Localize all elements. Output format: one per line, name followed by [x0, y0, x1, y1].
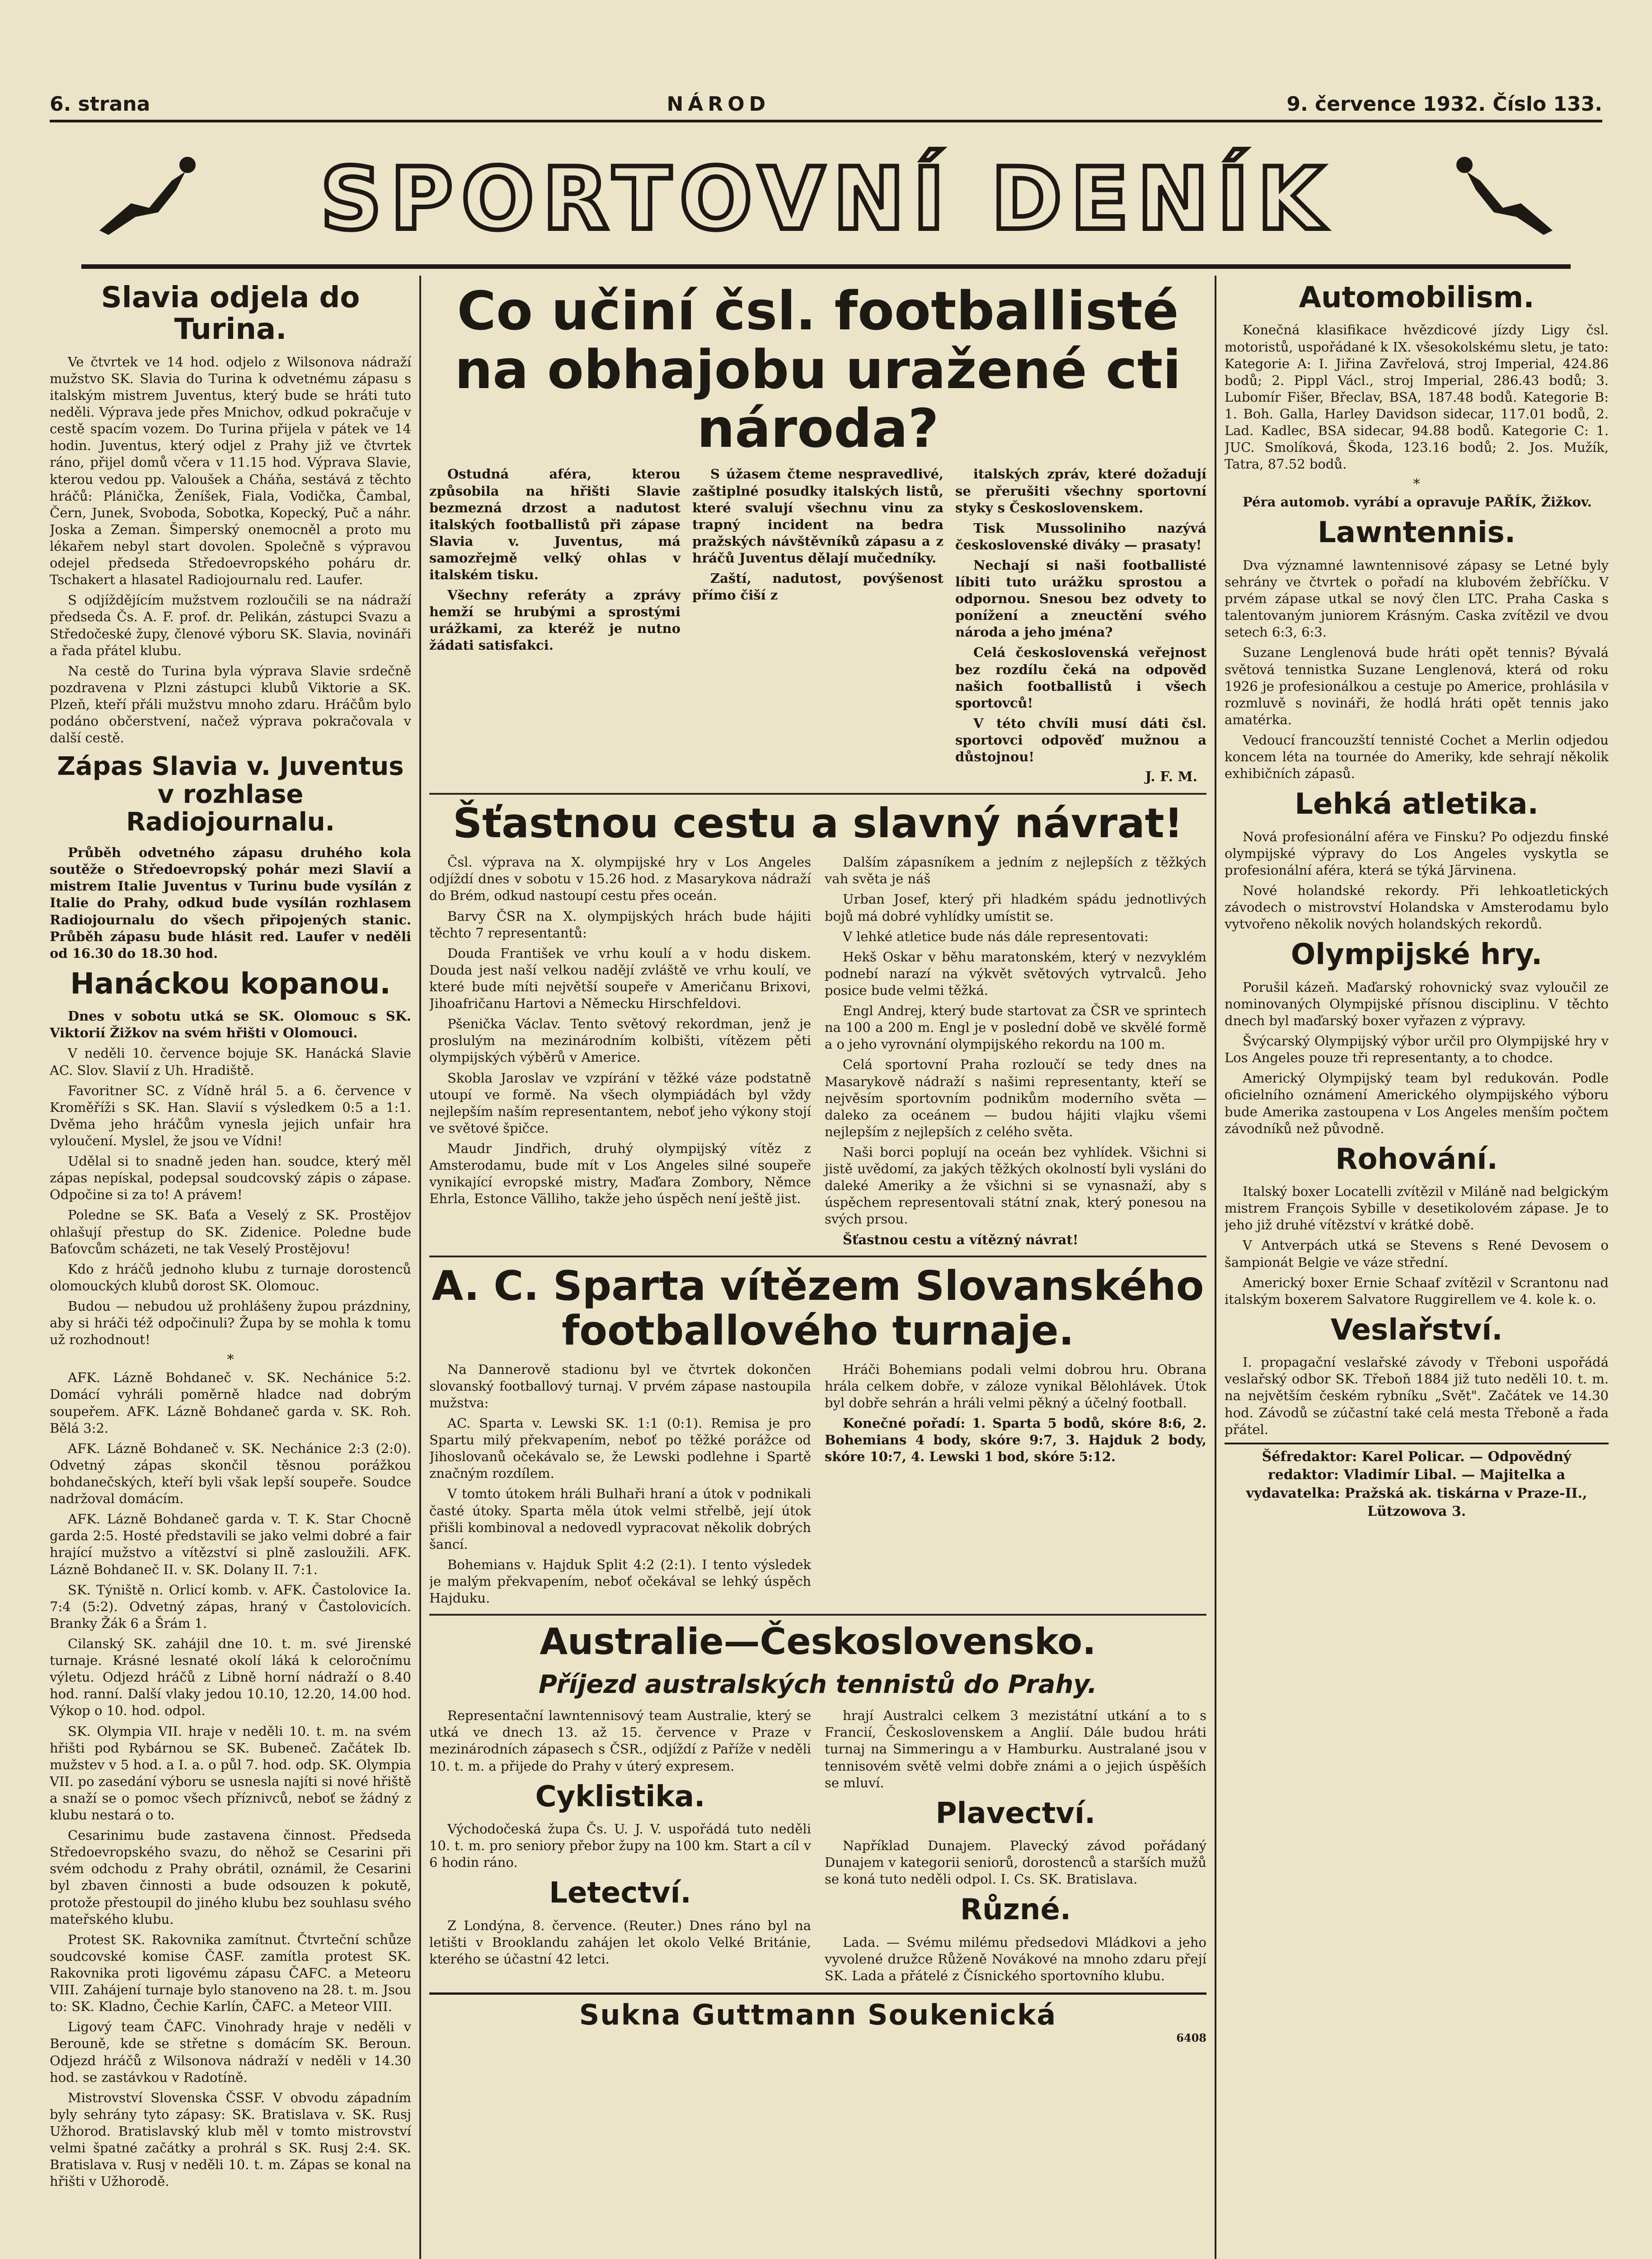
headline-lawntennis: Lawntennis.: [1317, 516, 1516, 550]
athlete-silhouette-right-icon: [1453, 140, 1571, 244]
headline-athletics: Lehká atletika.: [1295, 787, 1539, 821]
article-paragraph: S úžasem čteme nespravedlivé, zaštiplné posudky italských listů, které svalují všechnu vinu za trapný incident na bedra pražských návštěvníků zápasu a z hráčů Juventus dělají mučedníky.: [692, 466, 943, 566]
article-paragraph: V Antverpách utká se Stevens s René Devosem o šampionát Belgie ve váze střední.: [1225, 1237, 1609, 1270]
article-paragraph: Dalším zápasníkem a jedním z nejlepších z těžkých vah světa je náš: [825, 854, 1206, 887]
olympic-article-body: [429, 854, 1206, 1251]
article-paragraph: Udělal si to snadně jeden han. soudce, který měl zápas nepískal, podepsal soudcovský zápis o zápase. Odpočine si za to! A právem!: [50, 1153, 411, 1203]
main-article-body: [429, 466, 1206, 789]
article-paragraph: Všechny referáty a zprávy hemží se hrubými a sprostými urážkami, za kteréž je nutno žádati satisfakci.: [429, 587, 681, 653]
article-paragraph: Protest SK. Rakovnika zamítnut. Čtvrteční schůze soudcovské komise ČASF. zamítla protest SK. Rakovnika proti ligovému zápasu ČAFC. a Meteoru VIII. Zahájení turnaje bylo stanoveno na 28. t. m. Jsou to: SK. Kladno, Čechie Karlín, ČAFC. a Meteor VIII.: [50, 1931, 411, 2015]
article-paragraph: Nechají si naši footballisté líbiti tuto urážku sprostou a odpornou. Snesou bez odvety to ponížení a zneuctění svého národa a jeho jména?: [955, 557, 1206, 640]
article-paragraph: AFK. Lázně Bohdaneč garda v. T. K. Star Chocně garda 2:5. Hosté představili se jako velmi dobré a fair hrající mužstvo a vítězství si plně zasloužili. AFK. Lázně Bohdaneč II. v. SK. Dolany II. 7:1.: [50, 1511, 411, 1577]
separator-star: *: [1413, 476, 1420, 492]
article-paragraph: SK. Olympia VII. hraje v neděli 10. t. m. na svém hřišti pod Rybárnou se SK. Bubeneč. Začátek Ib. mužstev v 5 hod. a I. a. o půl 7. hod. odp. SK. Olympia VII. po zasedání výboru se usnesla najíti si nové hřiště a snaží se o pomoc všech příznivců, neboť se žádný z klubu nestará o to.: [50, 1723, 411, 1823]
article-paragraph: Ostudná aféra, kterou způsobila na hřišti Slavie bezmezná drzost a nadutost italských footballistů při zápase Slavia v. Juventus, má samozřejmě velký ohlas v italském tisku.: [429, 466, 681, 583]
headline-cyclistics: Cyklistika.: [535, 1780, 705, 1814]
article-paragraph: Poledne se SK. Baťa a Veselý z SK. Prostějov ohlašují přestup do SK. Zidenice. Poledne bude Baťovcům scházeti, ne tak Veselý Prostějovu!: [50, 1207, 411, 1256]
masthead-rule: [81, 264, 1571, 269]
article-paragraph: Hráči Bohemians podali velmi dobrou hru. Obrana hrála celkem dobře, v záloze vynikal Bělohlávek. Útok byl dobře sehrán a hráli velmi pěkný a účelný football.: [825, 1361, 1206, 1411]
article-paragraph: AFK. Lázně Bohdaneč v. SK. Nechánice 5:2. Domácí vyhráli poměrně hladce nad dobrým soupeřem. AFK. Lázně Bohdaneč garda v. SK. Roh. Bělá 3:2.: [50, 1370, 411, 1436]
article-paragraph: Nové holandské rekordy. Při lehkoatletických závodech o mistrovství Holandska v Amsterodamu bylo vytvořeno několik nových holandských rekordů.: [1225, 883, 1609, 932]
article-paragraph: Bohemians v. Hajduk Split 4:2 (2:1). I tento výsledek je malým překvapením, neboť očekával se lehký úspěch Hajduku.: [429, 1556, 811, 1606]
article-paragraph: V neděli 10. července bojuje SK. Hanácká Slavie AC. Slov. Slavií z Uh. Hradiště.: [50, 1045, 411, 1078]
article-paragraph: S odjíždějícím mužstvem rozloučili se na nádraží předseda Čs. A. F. prof. dr. Pelikán, zástupci Svazu a Středočeské župy, členové výboru SK. Slavia, novináři a řada přátel klubu.: [50, 592, 411, 658]
advertisement-guttmann: Sukna Guttmann Soukenická: [429, 1992, 1206, 2031]
article-paragraph: Celá sportovní Praha rozloučí se tedy dnes na Masarykově nádraží s našimi representanty, kteří se nejvěsím sportovním podnikům moderního světa — daleko za oceánem — budou hájiti vlajku všemi nejlepším z nejlepších z celého světa.: [825, 1057, 1206, 1139]
article-paragraph: Průběh odvetného zápasu druhého kola soutěže o Středoevropský pohár mezi Slavií a mistrem Italie Juventus v Turinu bude vysílán z Italie do Prahy, odkud bude vysílán rozhlasem Radiojournalu do všech připojených stanic. Průběh zápasu bude hlásit red. Laufer v neděli od 16.30 do 18.30 hod.: [50, 845, 411, 961]
article-paragraph: Barvy ČSR na X. olympijských hrách bude hájiti těchto 7 representantů:: [429, 908, 811, 941]
article-paragraph: Švýcarský Olympijský výbor určil pro Olympijské hry v Los Angeles pouze tři representanty, a to chodce.: [1225, 1033, 1609, 1066]
article-paragraph: V této chvíli musí dáti čsl. sportovci odpověď mužnou a důstojnou!: [955, 715, 1206, 765]
editorial-info: Šéfredaktor: Karel Policar. — Odpovědný redaktor: Vladimír Libal. — Majitelka a vydavatelka: Pražská ak. tiskárna v Praze-II., Lützowova 3.: [1225, 1443, 1609, 1521]
article-paragraph: Zaští, nadutost, povýšenost přímo čiší z: [692, 571, 943, 603]
headline-olympic-games: Olympijské hry.: [1291, 938, 1543, 972]
section-rule: [429, 1256, 1206, 1257]
page-header: [50, 88, 1602, 122]
article-paragraph: Na Dannerově stadionu byl ve čtvrtek dokončen slovanský footballový turnaj. V prvém zápase nastoupila mužstva:: [429, 1361, 811, 1411]
middle-column: [429, 276, 1206, 2259]
headline-olympic-send-off: Šťastnou cestu a slavný návrat!: [453, 800, 1183, 848]
subheadline-australia: Příjezd australských tennistů do Prahy.: [539, 1670, 1097, 1700]
article-paragraph: V lehké atletice bude nás dále representovati:: [843, 928, 1149, 944]
article-paragraph: Cilanský SK. zahájil dne 10. t. m. své Jirenské turnaje. Krásné lesnaté okolí láká k celoročnímu výletu. Odjezd hráčů z Libně horní nádraží o 8.40 hod. ranní. Další vlaky jedou 10.10, 12.20, 14.00 hod. Výkop o 10. hod. odpol.: [50, 1636, 411, 1719]
article-paragraph: Dnes v sobotu utká se SK. Olomouc s SK. Viktorií Žižkov na svém hřišti v Olomouci.: [50, 1008, 411, 1041]
sparta-article-body: [429, 1361, 1206, 1611]
article-paragraph: Budou — nebudou už prohlášeny župou prázdniny, aby si hráči též odpočinuli? Župa by se mohla k tomu už rozhodnout!: [50, 1298, 411, 1348]
article-paragraph: Maudr Jindřich, druhý olympijský vítěz z Amsterodamu, bude mít v Los Angeles silné soupeře vynikající evropské mistry, Maďara Zombory, Němce Ehrla, Estonce Välliho, takže jeho úspěch není ještě jist.: [429, 1141, 811, 1207]
headline-australia: Australie—Československo.: [540, 1621, 1096, 1663]
headline-boxing: Rohování.: [1335, 1142, 1498, 1176]
article-paragraph: Například Dunajem. Plavecký závod pořádaný Dunajem v kategorii seniorů, dorostenců a starších mužů se koná tuto neděli odpol. I. Cs. SK. Bratislava.: [825, 1838, 1206, 1887]
article-paragraph: Skobla Jaroslav ve vzpírání v těžké váze podstatně utoupí ve formě. Na všech olympiádách byl vždy nejlepším naším representantem, neboť jeho výkony stojí ve světové špičce.: [429, 1070, 811, 1136]
headline-swimming: Plavectví.: [935, 1796, 1096, 1830]
article-paragraph: Ve čtvrtek ve 14 hod. odjelo z Wilsonova nádraží mužstvo SK. Slavia do Turina k odvetnému zápasu s italským mistrem Juventus, který bude se hráti tuto neděli. Výprava jede přes Mnichov, odkud pokračuje v cestě spacím vozem. Do Turina přijela v pátek ve 14 hodin. Juventus, který odjel z Prahy již ve čtvrtek ráno, přijel domů včera v 11.15 hod. Výprava Slavie, kterou vedou pp. Valoušek a Cháňa, sestává z těchto hráčů: Plánička, Ženíšek, Fiala, Vodička, Čambal, Čern, Junek, Svoboda, Sobotka, Kopecký, Puč a náhr. Joska a Zeman. Šimperský onemocněl a proto mu lékařem nebyl start dovolen. Společně s výpravou odejel předseda Středoevropského poháru dr. Tschakert a hlasatel Radiojournalu red. Laufer.: [50, 354, 411, 588]
newspaper-name: NÁROD: [666, 92, 770, 116]
article-paragraph: Čsl. výprava na X. olympijské hry v Los Angeles odjíždí dnes v sobotu v 15.26 hod. z Masarykova nádraží do Brém, odkud nastoupí cestu přes oceán.: [429, 854, 811, 904]
issue-date: 9. července 1932. Číslo 133.: [1286, 92, 1602, 116]
article-paragraph: Konečná klasifikace hvězdicové jízdy Ligy čsl. motoristů, uspořádané k IX. všesokolskému sletu, je tato: Kategorie A: I. Jiřina Zavřelová, stroj Imperial, 424.86 bodů; 2. Pippl Václ., stroj Imperial, 286.43 bodů; 3. Lubomír Fišer, Břeclav, BSA, 187.48 bodů. Kategorie B: 1. Boh. Galla, Harley Davidson sidecar, 117.01 bodů, 2. Lad. Kadlec, BSA sidecar, 94.88 bodů. Kategorie C: 1. JUC. Smolíková, Škoda, 123.16 bodů; 2. Jos. Mužík, Tatra, 87.52 bodů.: [1225, 322, 1609, 472]
article-paragraph: Favoritner SC. z Vídně hrál 5. a 6. července v Kroměříži s SK. Han. Slavií s výsledkem 0:5 a 1:1. Dvěma jeho hráčům vynesla jejich unfair hra vyloučení. Myslel, že jsou ve Vídni!: [50, 1083, 411, 1148]
article-paragraph: Engl Andrej, který bude startovat za ČSR ve sprintech na 100 a 200 m. Engl je v poslední době ve skvělé formě a o jeho vyrovnání olympijského rekordu na 100 m.: [825, 1003, 1206, 1052]
article-paragraph: Porušil kázeň. Maďarský rohovnický svaz vyloučil ze nominovaných Olympijské přísnou disciplinu. V těchto dnech byl maďarský boxer vyřazen z výpravy.: [1225, 979, 1609, 1028]
headline-main: Co učiní čsl. footballisté na obhajobu uražené cti národa?: [455, 280, 1181, 459]
article-paragraph: AFK. Lázně Bohdaneč v. SK. Nechánice 2:3 (2:0). Odvetný zápas skončil těsnou porážkou bohdanečských, kteří byli však lepší soupeře. Soudce nadržoval domácím.: [50, 1440, 411, 1507]
article-paragraph: italských zpráv, které dožadují se přerušiti všechny sportovní styky s Československem.: [955, 466, 1206, 516]
headline-automobilism: Automobilism.: [1299, 281, 1535, 314]
article-paragraph: Cesarinimu bude zastavena činnost. Předseda Středoevropského svazu, do něhož se Cesarini při svém odchodu z Prahy obrátil, oznámil, že Cesarini byl zbaven činnosti a bude odsouzen k pokutě, protože přestoupil do jiného klubu bez souhlasu svého mateřského klubu.: [50, 1828, 411, 1927]
article-paragraph: Douda František ve vrhu koulí a v hodu diskem. Douda jest naší velkou nadějí zvláště ve vrhu koulí, ve které bude míti největší soupeře v Američanu Brixovi, Jihoafričanu Hartovi a Německu Hirschfeldovi.: [429, 945, 811, 1012]
left-column: [50, 276, 411, 2259]
article-paragraph: Dva významné lawntennisové zápasy se Letné byly sehrány ve čtvrtek o pořadí na klubovém žebříčku. V prvém zápase utkal se nový člen LTC. Praha Caska s talentovaným juniorem Krásným. Caska zvítězil ve dvou setech 6:3, 6:3.: [1225, 557, 1609, 640]
article-paragraph: I. propagační veslařské závody v Třeboni uspořádá veslařský odbor SK. Třeboň 1884 již tuto neděli 10. t. m. na největším českém rybníku „Svět". Začátek ve 14.30 hod. Závodů se zúčastní také celá mesta Třeboně a řada přátel.: [1225, 1354, 1609, 1437]
article-paragraph: Naši borci poplují na oceán bez vyhlídek. Všichni si jistě uvědomí, za jakých těžkých okolností byli vysláni do daleké Ameriky a že všichni si se vynasnaží, aby s úspěchem representovali státní znak, který ponesou na svých prsou.: [825, 1144, 1206, 1227]
australia-article-body: [429, 1707, 1206, 1988]
article-paragraph: Lada. — Svému milému předsedovi Mládkovi a jeho vyvolené družce Růženě Novákové na mnoho zdaru přejí SK. Lada a přátelé z Čísnického sportovního klubu.: [825, 1934, 1206, 1984]
article-paragraph: Americký boxer Ernie Schaaf zvítězil v Scrantonu nad italským boxerem Salvatore Ruggirellem ve 4. kole k. o.: [1225, 1275, 1609, 1307]
headline-slavia: Slavia odjela do Turina.: [101, 281, 360, 347]
article-paragraph: Celá československá veřejnost bez rozdílu čeká na odpověď našich footballistů i všech sportovců!: [955, 645, 1206, 711]
column-divider: [1215, 276, 1216, 2259]
article-paragraph: Vedoucí francouzští tennisté Cochet a Merlin odjedou koncem léta na tournée do Ameriky, kde sehrají několik exhibičních zápasů.: [1225, 732, 1609, 782]
section-rule: [429, 1614, 1206, 1616]
article-paragraph: Východočeská župa Čs. U. J. V. uspořádá tuto neděli 10. t. m. pro seniory přebor župy na 100 km. Start a cíl v 6 hodin ráno.: [429, 1821, 811, 1870]
headline-rowing: Veslařství.: [1330, 1313, 1503, 1347]
article-paragraph: Suzane Lenglenová bude hráti opět tennis? Bývalá světová tennistka Suzane Lenglenová, která od roku 1926 je profesionálkou a cestuje po Americe, prohlásila v rozmluvě s novináři, že hodlá hráti opět tennis jako amatérka.: [1225, 645, 1609, 727]
article-paragraph: AC. Sparta v. Lewski SK. 1:1 (0:1). Remisa je pro Spartu milý překvapením, neboť po těžké porážce od Jihoslovanů očekávalo se, že Lewski podlehne i Spartě značným rozdílem.: [429, 1415, 811, 1481]
headline-radio: Zápas Slavia v. Juventus v rozhlase Radiojournalu.: [57, 752, 404, 837]
headline-misc: Různé.: [960, 1893, 1071, 1927]
article-paragraph: Americký Olympijský team byl redukován. Podle oficielního oznámení Amerického olympijského výboru bude Amerika zastoupena v Los Angeles menším počtem závodníků než původně.: [1225, 1070, 1609, 1136]
masthead-title: SPORTOVNÍ DENÍK: [320, 149, 1332, 249]
article-signature: J. F. M.: [1145, 769, 1197, 785]
article-paragraph: Z Londýna, 8. července. (Reuter.) Dnes ráno byl na letišti v Brooklandu zahájen let okolo Velké Británie, kterého se účastní 42 letci.: [429, 1917, 811, 1967]
separator-star: *: [227, 1352, 234, 1368]
athlete-silhouette-left-icon: [81, 140, 199, 244]
article-paragraph: Šťastnou cestu a vítězný návrat!: [843, 1232, 1079, 1247]
article-paragraph: Tisk Mussoliniho nazývá československé diváky — prasaty!: [955, 520, 1206, 553]
section-rule: [429, 793, 1206, 795]
article-paragraph: Mistrovství Slovenska ČSSF. V obvodu západním byly sehrány tyto zápasy: SK. Bratislava v. SK. Rusj Užhorod. Bratislavský klub měl v tomto mistrovství velmi špatné začátky a prohrál s SK. Rusj 2:4. SK. Bratislava v. Rusj v neděli 10. t. m. Zápas se konal na hřišti v Užhorodě.: [50, 2090, 411, 2189]
page-number: 6. strana: [50, 92, 150, 116]
article-paragraph: Hekš Oskar v běhu maratonském, který v nezvyklém podnebí narazí na výkvět světových vytrvalců. Jeho posice bude velmi těžká.: [825, 949, 1206, 998]
advertisement-number: 6408: [1176, 2031, 1206, 2045]
headline-aviation: Letectví.: [549, 1876, 691, 1910]
article-paragraph: Ligový team ČAFC. Vinohrady hraje v neděli v Berouně, kde se střetne s domácím SK. Beroun. Odjezd hráčů z Wilsonova nádraží v neděli v 14.30 hod. se zastávkou v Radotíně.: [50, 2019, 411, 2085]
article-paragraph: Representační lawntennisový team Australie, který se utká ve dnech 13. až 15. července v Praze v mezinárodních zápasech s ČSR., odjíždí z Paříže v neděli 10. t. m. a přijede do Prahy v úterý expresem.: [429, 1708, 811, 1774]
article-paragraph: V tomto útokem hráli Bulhaři hraní a útok v podnikali časté útoky. Sparta měla útok velmi střelbě, její útok přišli kombinoval a nedovedl vypracovat několik dobrých šancí.: [429, 1486, 811, 1552]
headline-hanacka: Hanáckou kopanou.: [70, 967, 391, 1001]
article-paragraph: Na cestě do Turina byla výprava Slavie srdečně pozdravena v Plzni zástupci klubů Viktorie a SK. Plzeň, kteří přáli mužstvu mnoho zdaru. Hráčům bylo podáno občerstvení, načež výprava pokračovala v další cestě.: [50, 663, 411, 746]
headline-sparta: A. C. Sparta vítězem Slovanského footballového turnaje.: [432, 1262, 1204, 1354]
article-paragraph: Pšenička Václav. Tento světový rekordman, jenž je proslulým na mezinárodním kolbišti, vítězem pěti olympijských výběrů v Americe.: [429, 1016, 811, 1065]
column-divider: [419, 276, 421, 2259]
article-paragraph: SK. Týniště n. Orlicí komb. v. AFK. Častolovice Ia. 7:4 (5:2). Odvetný zápas, hraný v Častolovicích. Branky Žák 6 a Šrám 1.: [50, 1582, 411, 1631]
article-paragraph: Kdo z hráčů jednoho klubu z turnaje dorostenců olomouckých klubů dorost SK. Olomouc.: [50, 1261, 411, 1294]
article-paragraph: Italský boxer Locatelli zvítězil v Miláně nad belgickým mistrem François Sybille v desetikolovém zápase. Je to jeho již druhé vítězství v krátké době.: [1225, 1184, 1609, 1233]
article-paragraph: hrají Australci celkem 3 mezistátní utkání a to s Francií, Československem a Anglií. Dále budou hráti turnaj na Simmeringu a v Hamburku. Australané jsou v tennisovém světě velmi dobře známi a o jejich úspěších se mluví.: [825, 1708, 1206, 1790]
article-paragraph: Péra automob. vyrábí a opravuje PAŘÍK, Žižkov.: [1243, 494, 1592, 510]
masthead: [81, 136, 1571, 262]
article-paragraph: Konečné pořadí: 1. Sparta 5 bodů, skóre 8:6, 2. Bohemians 4 body, skóre 9:7, 3. Hajduk 2 body, skóre 10:7, 4. Lewski 1 bod, skóre 5:12.: [825, 1415, 1206, 1465]
article-paragraph: Nová profesionální aféra ve Finsku? Po odjezdu finské olympijské výpravy do Los Angeles vyskytla se profesionální aféra, která se týká Järvinena.: [1225, 829, 1609, 878]
article-paragraph: Urban Josef, který při hladkém spádu jednotlivých bojů má dobré vyhlídky umístit se.: [825, 891, 1206, 924]
right-column: [1225, 276, 1609, 2259]
